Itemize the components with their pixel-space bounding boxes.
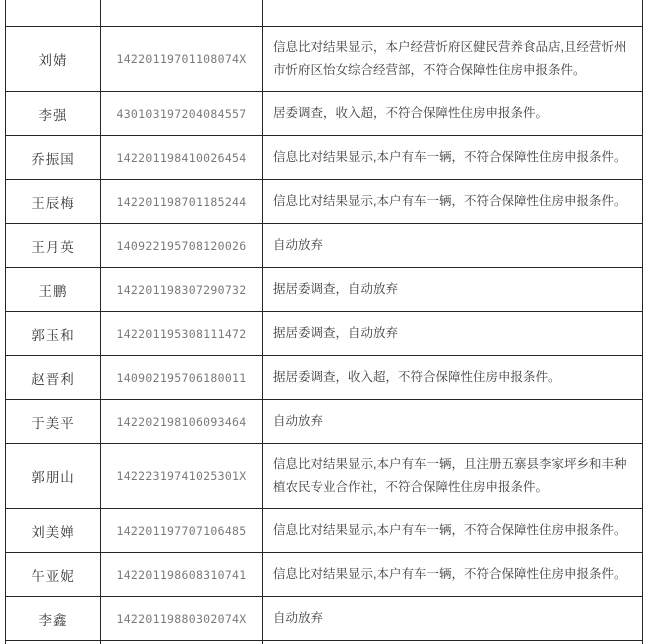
reason-cell: 据居委调查，自动放弃: [263, 268, 643, 312]
name-cell: 李鑫: [6, 597, 101, 641]
name-cell: 午亚妮: [6, 553, 101, 597]
id-cell: 140922195708120026: [101, 224, 263, 268]
reason-cell: 信息比对结果显示，本户经营忻府区健民营养食品店,且经营忻州市忻府区怡女综合经营部，不符合保障性住房申报条件。: [263, 27, 643, 92]
partial-row-top: [6, 0, 643, 27]
table-row: [6, 27, 643, 92]
table-row: [6, 136, 643, 180]
name-cell: 刘婧: [6, 27, 101, 92]
name-cell: 刘美婵: [6, 509, 101, 553]
table-row: [6, 180, 643, 224]
name-cell: [6, 641, 101, 644]
table-row: [6, 92, 643, 136]
id-cell: 142201198307290732: [101, 268, 263, 312]
reason-cell: 信息比对结果显示,本户有车一辆，不符合保障性住房申报条件。: [263, 180, 643, 224]
table-row: [6, 312, 643, 356]
rejection-table: [5, 0, 643, 644]
reason-cell: 信息比对结果显示,本户有车一辆，不符合保障性住房申报条件。: [263, 509, 643, 553]
name-cell: 郭玉和: [6, 312, 101, 356]
id-cell: 14222319741025301X: [101, 444, 263, 509]
id-cell: 142202198106093464: [101, 400, 263, 444]
table-row: [6, 509, 643, 553]
reason-cell: 自动放弃: [263, 400, 643, 444]
table-row: [6, 553, 643, 597]
id-cell: 140902195706180011: [101, 356, 263, 400]
table-body: [6, 0, 643, 644]
id-cell: 142201198608310741: [101, 553, 263, 597]
reason-cell: 信息比对结果显示,本户有车一辆，不符合保障性住房申报条件。: [263, 553, 643, 597]
id-cell: 142201197707106485: [101, 509, 263, 553]
partial-row-bottom: [6, 641, 643, 644]
name-cell: [6, 0, 101, 27]
table-row: [6, 400, 643, 444]
name-cell: 王月英: [6, 224, 101, 268]
name-cell: 乔振国: [6, 136, 101, 180]
table-row: [6, 444, 643, 509]
id-cell: 142201198410026454: [101, 136, 263, 180]
name-cell: 赵晋利: [6, 356, 101, 400]
reason-cell: 信息比对结果显示,本户有车一辆，且注册五寨县李家坪乡和丰种植农民专业合作社，不符合保障性住房申报条件。: [263, 444, 643, 509]
id-cell: [101, 0, 263, 27]
table-row: [6, 224, 643, 268]
table-row: [6, 356, 643, 400]
name-cell: 李强: [6, 92, 101, 136]
id-cell: 142201198701185244: [101, 180, 263, 224]
name-cell: 王辰梅: [6, 180, 101, 224]
reason-cell: 自动放弃: [263, 224, 643, 268]
reason-cell: 居委调查，收入超，不符合保障性住房申报条件。: [263, 92, 643, 136]
table-row: [6, 268, 643, 312]
reason-cell: 据居委调查，自动放弃: [263, 312, 643, 356]
id-cell: 142201195308111472: [101, 312, 263, 356]
id-cell: 14220119880302074X: [101, 597, 263, 641]
name-cell: 于美平: [6, 400, 101, 444]
reason-cell: 据居委调查，收入超，不符合保障性住房申报条件。: [263, 356, 643, 400]
name-cell: 郭朋山: [6, 444, 101, 509]
id-cell: 14220119701108074X: [101, 27, 263, 92]
reason-cell: [263, 641, 643, 644]
id-cell: [101, 641, 263, 644]
name-cell: 王鹏: [6, 268, 101, 312]
reason-cell: 信息比对结果显示,本户有车一辆，不符合保障性住房申报条件。: [263, 136, 643, 180]
reason-cell: [263, 0, 643, 27]
id-cell: 430103197204084557: [101, 92, 263, 136]
reason-cell: 自动放弃: [263, 597, 643, 641]
table-row: [6, 597, 643, 641]
